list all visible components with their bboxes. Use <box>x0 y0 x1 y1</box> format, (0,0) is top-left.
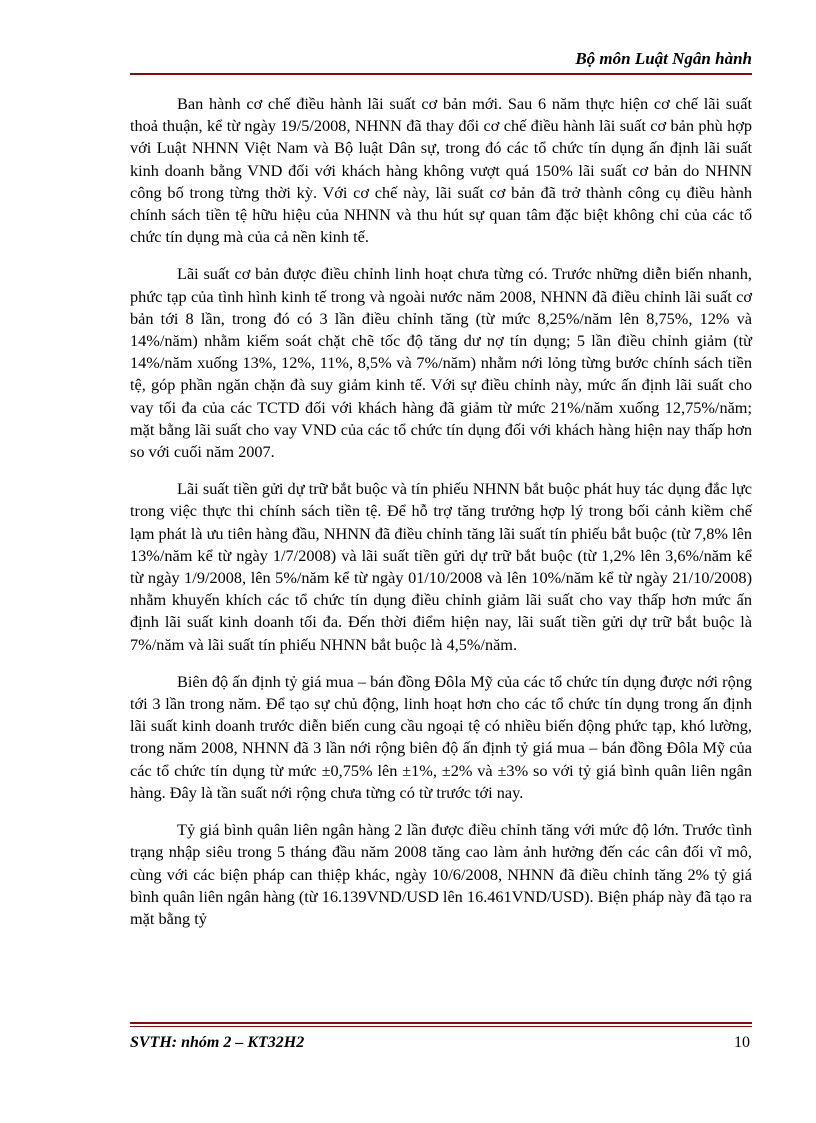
page-header <box>130 45 752 75</box>
footer-rule <box>130 1022 752 1024</box>
page-number: 10 <box>734 1034 750 1051</box>
footer-rule-thin <box>130 1026 752 1027</box>
paragraph: Tỷ giá bình quân liên ngân hàng 2 lần được điều chỉnh tăng với mức độ lớn. Trước tình trạng nhập siêu trong 5 tháng đầu năm 2008 tăng cao làm ảnh hưởng đến các cân đối vĩ mô, cùng với các biện pháp can thiệp khác, ngày 10/6/2008, NHNN đã điều chỉnh tăng 2% tỷ giá bình quân liên ngân hàng (từ 16.139VND/USD lên 16.461VND/USD). Biện pháp này đã tạo ra mặt bằng tỷ <box>130 820 752 928</box>
footer-group-label: SVTH: nhóm 2 – KT32H2 <box>130 1034 305 1051</box>
paragraph: Lãi suất cơ bản được điều chỉnh linh hoạt chưa từng có. Trước những diễn biến nhanh, phức tạp của tình hình kinh tế trong và ngoài nước năm 2008, NHNN đã điều chỉnh lãi suất cơ bản tới 8 lần, trong đó có 3 lần điều chỉnh tăng (từ mức 8,25%/năm lên 8,75%, 12% và 14%/năm) nhằm kiểm soát chặt chẽ tốc độ tăng dư nợ tín dụng; 5 lần điều chỉnh giảm (từ 14%/năm xuống 13%, 12%, 11%, 8,5% và 7%/năm) nhằm nới lỏng từng bước chính sách tiền tệ, góp phần ngăn chặn đà suy giảm kinh tế. Với sự điều chỉnh này, mức ấn định lãi suất cho vay tối đa của các TCTD đối với khách hàng đã giảm từ mức 21%/năm xuống 12,75%/năm; mặt bằng lãi suất cho vay VND của các tổ chức tín dụng đối với khách hàng hiện nay thấp hơn so với cuối năm 2007. <box>130 264 752 462</box>
paragraph: Biên độ ấn định tỷ giá mua – bán đồng Đôla Mỹ của các tổ chức tín dụng được nới rộng tới 3 lần trong năm. Để tạo sự chủ động, linh hoạt hơn cho các tổ chức tín dụng trong ấn định lãi suất kinh doanh trước diễn biến cung cầu ngoại tệ có nhiều biến động phức tạp, khó lường, trong năm 2008, NHNN đã 3 lần nới rộng biên độ ấn định tỷ giá mua – bán đồng Đôla Mỹ của các tổ chức tín dụng từ mức ±0,75% lên ±1%, ±2% và ±3% so với tỷ giá bình quân liên ngân hàng. Đây là tần suất nới rộng chưa từng có từ trước tới nay. <box>130 671 752 802</box>
header-rule <box>130 73 752 75</box>
paragraph: Lãi suất tiền gửi dự trữ bắt buộc và tín phiếu NHNN bắt buộc phát huy tác dụng đắc lực trong việc thực thi chính sách tiền tệ. Để hỗ trợ tăng trưởng hợp lý trong bối cảnh kiềm chế lạm phát là ưu tiên hàng đầu, NHNN đã điều chỉnh tăng lãi suất tín phiếu bắt buộc (từ 7,8% lên 13%/năm kể từ ngày 1/7/2008) và lãi suất tiền gửi dự trữ bắt buộc (từ 1,2% lên 3,6%/năm kể từ ngày 1/9/2008, lên 5%/năm kể từ ngày 01/10/2008 và lên 10%/năm kể từ ngày 21/10/2008) nhằm khuyến khích các tổ chức tín dụng điều chỉnh giảm lãi suất cho vay thấp hơn mức ấn định lãi suất kinh doanh tối đa. Đến thời điểm hiện nay, lãi suất tiền gửi dự trữ bắt buộc là 7%/năm và lãi suất tín phiếu NHNN bắt buộc là 4,5%/năm. <box>130 479 752 654</box>
page-footer <box>130 1022 752 1058</box>
paragraph: Ban hành cơ chế điều hành lãi suất cơ bản mới. Sau 6 năm thực hiện cơ chế lãi suất thoả thuận, kể từ ngày 19/5/2008, NHNN đã thay đổi cơ chế điều hành lãi suất cơ bản phù hợp với Luật NHNN Việt Nam và Bộ luật Dân sự, trong đó các tổ chức tín dụng ấn định lãi suất kinh doanh bằng VND đối với khách hàng không vượt quá 150% lãi suất cơ bản do NHNN công bố trong từng thời kỳ. Với cơ chế này, lãi suất cơ bản đã trở thành công cụ điều hành chính sách tiền tệ hữu hiệu của NHNN và thu hút sự quan tâm đặc biệt không chỉ của các tổ chức tín dụng mà của cả nền kinh tế. <box>130 94 752 247</box>
header-title: Bộ môn Luật Ngân hành <box>575 49 752 68</box>
document-body <box>130 93 752 945</box>
